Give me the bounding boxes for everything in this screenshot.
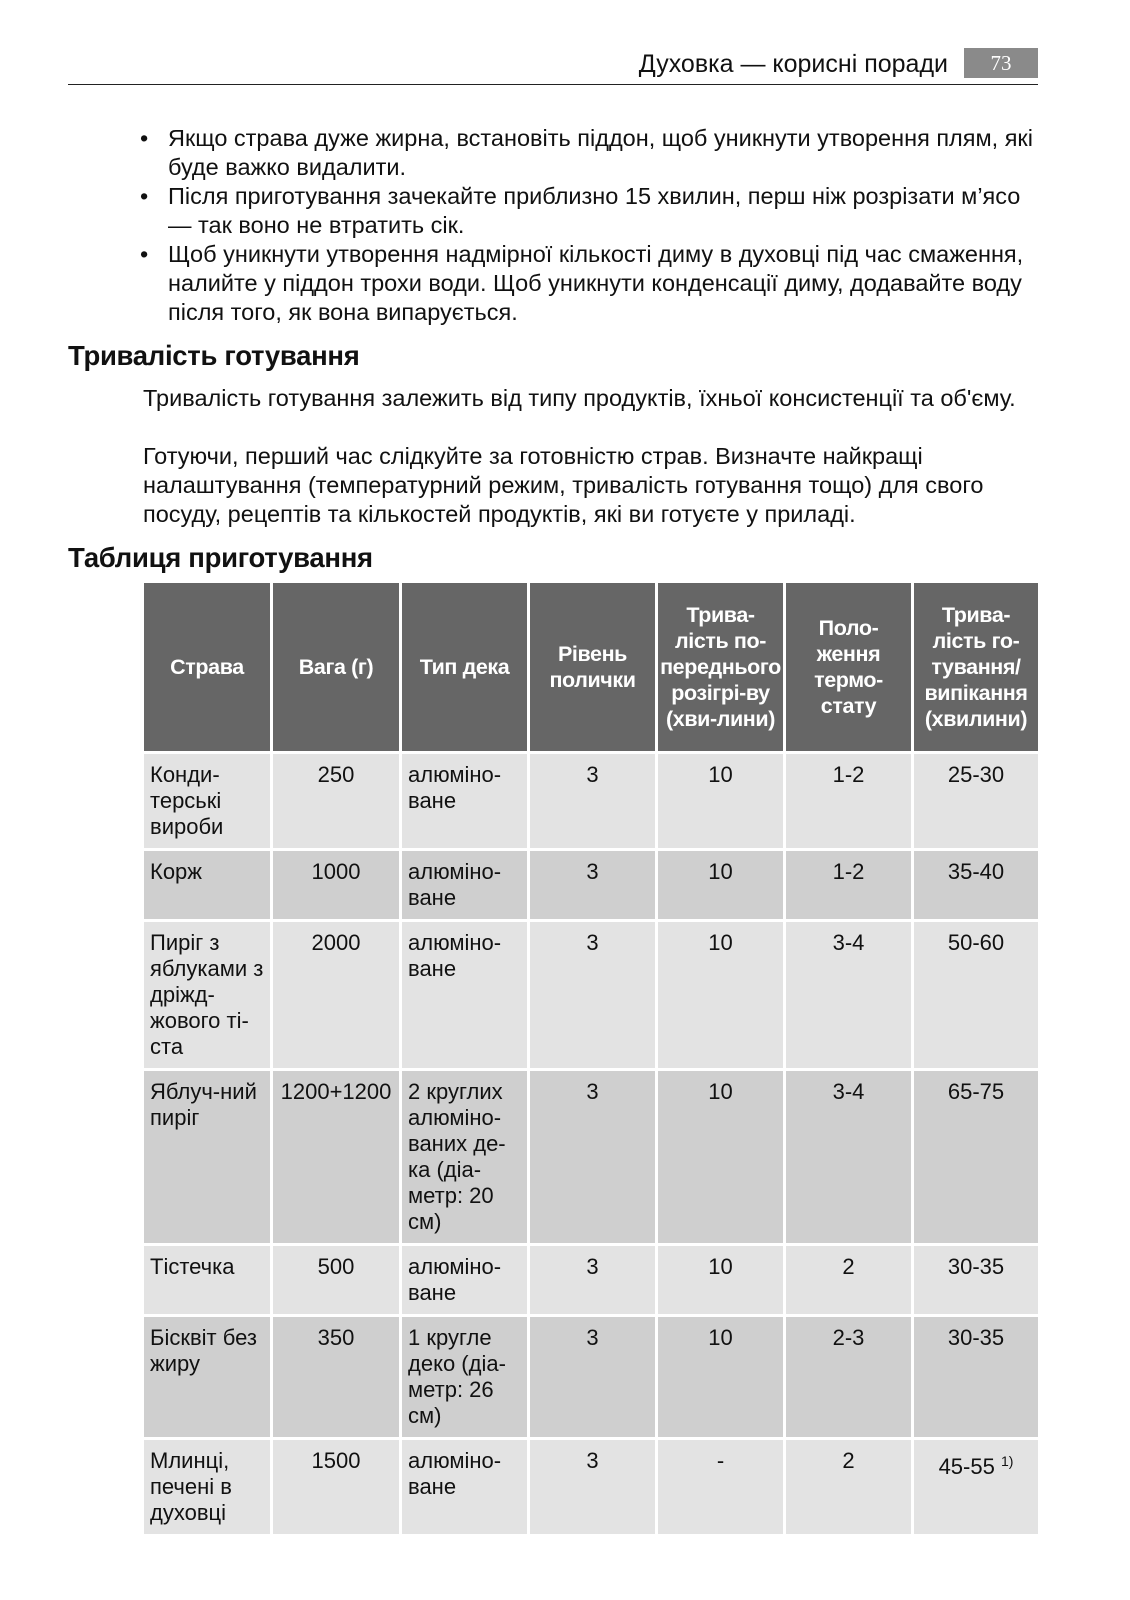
cell-dish: Пиріг з яблуками з дріжд-жового ті-ста — [143, 921, 272, 1070]
time-value: 30-35 — [947, 1325, 1005, 1350]
cell-level: 3 — [529, 850, 657, 921]
cell-weight: 250 — [272, 753, 401, 850]
cell-preheat: 10 — [657, 850, 785, 921]
time-value: 30-35 — [947, 1254, 1005, 1279]
footnote-marker: 1) — [1000, 1453, 1014, 1469]
tips-list — [140, 124, 1040, 327]
cell-dish: Яблуч-ний пиріг — [143, 1070, 272, 1245]
table-row — [143, 753, 1040, 850]
cell-tray: 1 кругле деко (діа-метр: 26 см) — [401, 1316, 529, 1439]
cell-dish: Корж — [143, 850, 272, 921]
time-value: 25-30 — [947, 762, 1005, 787]
cell-level: 3 — [529, 753, 657, 850]
cell-level: 3 — [529, 1245, 657, 1316]
cell-weight: 1000 — [272, 850, 401, 921]
cell-tray: алюміно-ване — [401, 850, 529, 921]
col-header-cooking-time: Трива-лість го-тування/ випікання (хвилини) — [913, 582, 1040, 753]
col-header-thermostat: Поло-ження термо-стату — [785, 582, 913, 753]
table-row — [143, 1439, 1040, 1536]
table-row — [143, 1070, 1040, 1245]
col-header-tray: Тип дека — [401, 582, 529, 753]
time-value: 65-75 — [947, 1079, 1005, 1104]
tip-item — [140, 240, 1040, 327]
bullet-icon: • — [140, 125, 149, 151]
cell-time — [913, 1316, 1040, 1439]
section-heading-cooking-time: Тривалість готування — [68, 340, 360, 371]
tip-text: Після приготування зачекайте приблизно 15 хвилин, перш ніж розрізати м’ясо — так воно не втратить сік. — [168, 183, 1021, 238]
cell-time — [913, 753, 1040, 850]
table-row — [143, 850, 1040, 921]
time-value: 45-55 — [938, 1454, 995, 1479]
cell-thermostat: 2-3 — [785, 1316, 913, 1439]
table-row — [143, 1245, 1040, 1316]
cell-preheat: 10 — [657, 1245, 785, 1316]
time-value: 50-60 — [947, 930, 1005, 955]
cell-dish: Бісквіт без жиру — [143, 1316, 272, 1439]
cell-level: 3 — [529, 1070, 657, 1245]
cell-tray: алюміно-ване — [401, 921, 529, 1070]
cell-weight: 2000 — [272, 921, 401, 1070]
bullet-icon: • — [140, 183, 149, 209]
cell-preheat: - — [657, 1439, 785, 1536]
header-title: Духовка — корисні поради — [638, 50, 948, 78]
cell-weight: 350 — [272, 1316, 401, 1439]
cell-weight: 1500 — [272, 1439, 401, 1536]
cell-level: 3 — [529, 1316, 657, 1439]
cell-tray: алюміно-ване — [401, 1439, 529, 1536]
col-header-dish: Страва — [143, 582, 272, 753]
tip-item — [140, 182, 1040, 240]
cell-time — [913, 1245, 1040, 1316]
cell-thermostat: 1-2 — [785, 850, 913, 921]
cell-weight: 500 — [272, 1245, 401, 1316]
cell-thermostat: 3-4 — [785, 921, 913, 1070]
cell-weight: 1200+1200 — [272, 1070, 401, 1245]
cell-tray: алюміно-ване — [401, 1245, 529, 1316]
cell-time — [913, 850, 1040, 921]
cell-dish: Млинці, печені в духовці — [143, 1439, 272, 1536]
page-number: 73 — [964, 48, 1038, 78]
tip-item — [140, 124, 1040, 182]
cell-thermostat: 2 — [785, 1439, 913, 1536]
cell-dish: Конди-терські вироби — [143, 753, 272, 850]
cell-dish: Тістечка — [143, 1245, 272, 1316]
cooking-table — [141, 580, 1041, 1537]
cell-time — [913, 1439, 1040, 1536]
cell-thermostat: 3-4 — [785, 1070, 913, 1245]
cell-preheat: 10 — [657, 1316, 785, 1439]
cell-tray: алюміно-ване — [401, 753, 529, 850]
cooking-time-paragraph-2: Готуючи, перший час слідкуйте за готовністю страв. Визначте найкращі налаштування (температурний режим, тривалість готування тощо) для свого посуду, рецептів та кількостей продуктів, які ви готуєте у приладі. — [143, 443, 984, 527]
table-row — [143, 1316, 1040, 1439]
table-row — [143, 921, 1040, 1070]
tip-text: Якщо страва дуже жирна, встановіть піддон, щоб уникнути утворення плям, які буде важко видалити. — [168, 125, 1033, 180]
cell-preheat: 10 — [657, 753, 785, 850]
cell-level: 3 — [529, 1439, 657, 1536]
col-header-shelf-level: Рівень полички — [529, 582, 657, 753]
page-header — [68, 48, 1038, 85]
cell-level: 3 — [529, 921, 657, 1070]
col-header-weight: Вага (г) — [272, 582, 401, 753]
cell-preheat: 10 — [657, 1070, 785, 1245]
cell-time — [913, 1070, 1040, 1245]
cell-thermostat: 1-2 — [785, 753, 913, 850]
cell-time — [913, 921, 1040, 1070]
cell-thermostat: 2 — [785, 1245, 913, 1316]
section-heading-cooking-table: Таблиця приготування — [68, 542, 373, 573]
table-header-row — [143, 582, 1040, 753]
time-value: 35-40 — [947, 859, 1005, 884]
cell-tray: 2 круглих алюміно-ваних де-ка (діа-метр: 20 см) — [401, 1070, 529, 1245]
tip-text: Щоб уникнути утворення надмірної кількості диму в духовці під час смаження, налийте у піддон трохи води. Щоб уникнути конденсації диму, додавайте воду після того, як вона випарується. — [168, 241, 1024, 325]
cell-preheat: 10 — [657, 921, 785, 1070]
col-header-preheat: Трива-лість по-переднього розігрі-ву (хви-лини) — [657, 582, 785, 753]
bullet-icon: • — [140, 241, 149, 267]
cooking-time-paragraph-1: Тривалість готування залежить від типу продуктів, їхньої консистенції та об'єму. — [143, 385, 1016, 411]
